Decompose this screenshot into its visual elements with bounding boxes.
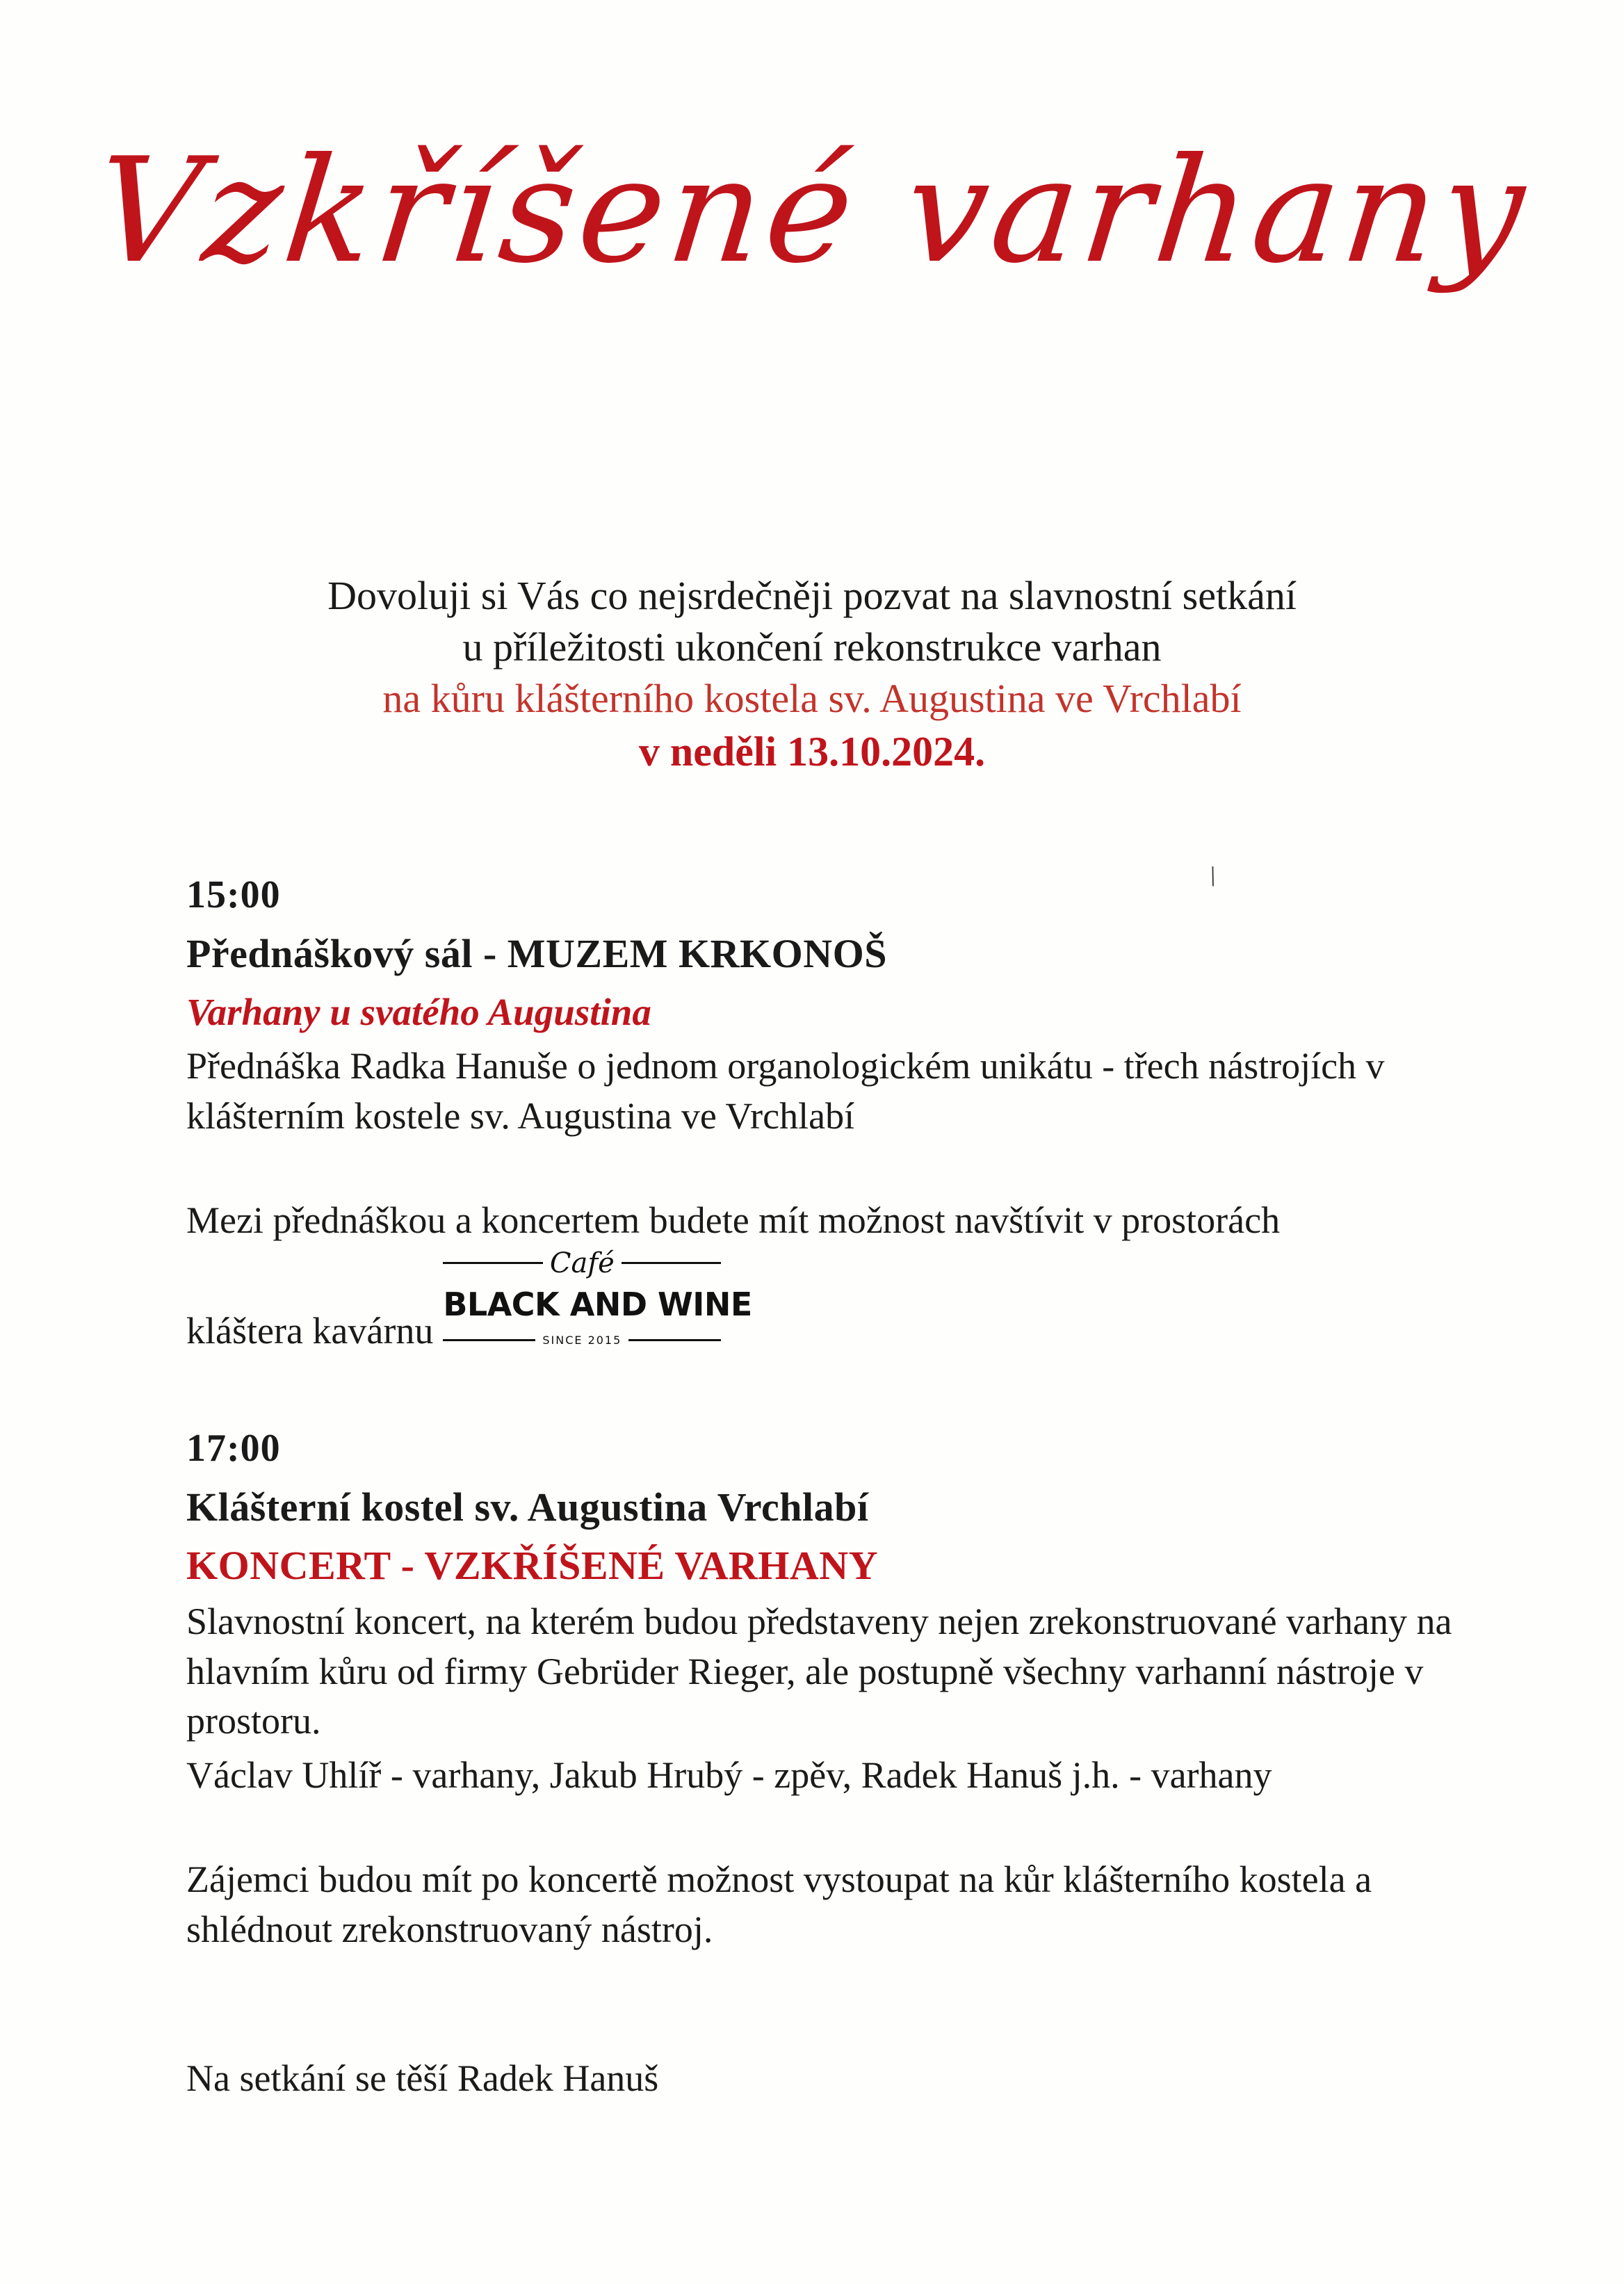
program-item-1-subtitle: Varhany u svatého Augustina: [186, 990, 651, 1033]
spacer: [186, 1356, 1471, 1423]
program-item-2-subtitle: KONCERT - VZKŘÍŠENÉ VARHANY: [186, 1542, 878, 1588]
cafe-logo-rule-right: [622, 1262, 722, 1264]
program-item-2-venue: Klášterní kostel sv. Augustina Vrchlabí: [186, 1484, 869, 1530]
closing-line: Na setkání se těší Radek Hanuš: [186, 2057, 659, 2099]
program-item-1-venue: Přednáškový sál - MUZEM KRKONOŠ: [186, 931, 887, 977]
invitation-line-2: u příležitosti ukončení rekonstrukce varhan: [462, 624, 1162, 670]
spacer: [186, 1801, 1471, 1851]
cafe-logo-since: SINCE 2015: [542, 1333, 622, 1347]
spacer: [186, 1955, 1471, 2022]
cafe-logo-rule-bottom-left: [443, 1339, 535, 1341]
cafe-logo-rule-bottom-right: [628, 1339, 721, 1341]
page-title: Vzkříšené varhany: [88, 127, 1536, 295]
spacer: [186, 2022, 1471, 2050]
program-item-1-time: 15:00: [186, 873, 281, 916]
invitation-block: [0, 570, 1624, 779]
cafe-logo-rule-left: [443, 1262, 543, 1264]
invitation-line-3: na kůru klášterního kostela sv. Augustina ve Vrchlabí: [382, 676, 1242, 722]
cafe-logo-script: Café: [549, 1247, 615, 1279]
cafe-logo-top-row: [443, 1249, 721, 1278]
cafe-note-line-1: Mezi přednáškou a koncertem budete mít možnost navštívit v prostorách: [186, 1199, 1281, 1242]
program-item-2-description: Slavnostní koncert, na kterém budou představeny nejen zrekonstruované varhany na hlavním kůru od firmy Gebrüder Rieger, ale postupně všechny varhanní nástroje v prostoru.: [186, 1600, 1452, 1742]
cafe-logo-bottom-row: [443, 1331, 721, 1349]
cafe-note-line-2: [186, 1247, 1471, 1356]
cafe-note-prefix: kláštera kavárnu: [186, 1309, 434, 1352]
program-item-1-description: Přednáška Radka Hanuše o jednom organologickém unikátu - třech nástrojích v klášterním kostele sv. Augustina ve Vrchlabí: [186, 1045, 1385, 1137]
program-item-2-performers: Václav Uhlíř - varhany, Jakub Hrubý - zpěv, Radek Hanuš j.h. - varhany: [186, 1754, 1272, 1797]
spacer: [186, 1142, 1471, 1192]
program-item-1: [186, 869, 1471, 1142]
program-item-2-time: 17:00: [186, 1427, 281, 1471]
poster-title-block: [0, 127, 1624, 295]
black-and-wine-logo: [443, 1247, 752, 1349]
cafe-note-block: [186, 1196, 1471, 1356]
invitation-date: v neděli 13.10.2024.: [638, 728, 986, 775]
program-body: [186, 869, 1471, 2103]
stray-ink-mark: \: [1204, 859, 1222, 892]
program-item-2: [186, 1423, 1471, 1801]
invitation-line-1: Dovoluji si Vás co nejsrdečněji pozvat na slavnostní setkání: [327, 573, 1297, 618]
cafe-logo-wordmark: BLACK AND WINE: [443, 1285, 752, 1323]
after-concert-note: Zájemci budou mít po koncertě možnost vystoupat na kůr klášterního kostela a shlédnout zrekonstruovaný nástroj.: [186, 1858, 1372, 1950]
